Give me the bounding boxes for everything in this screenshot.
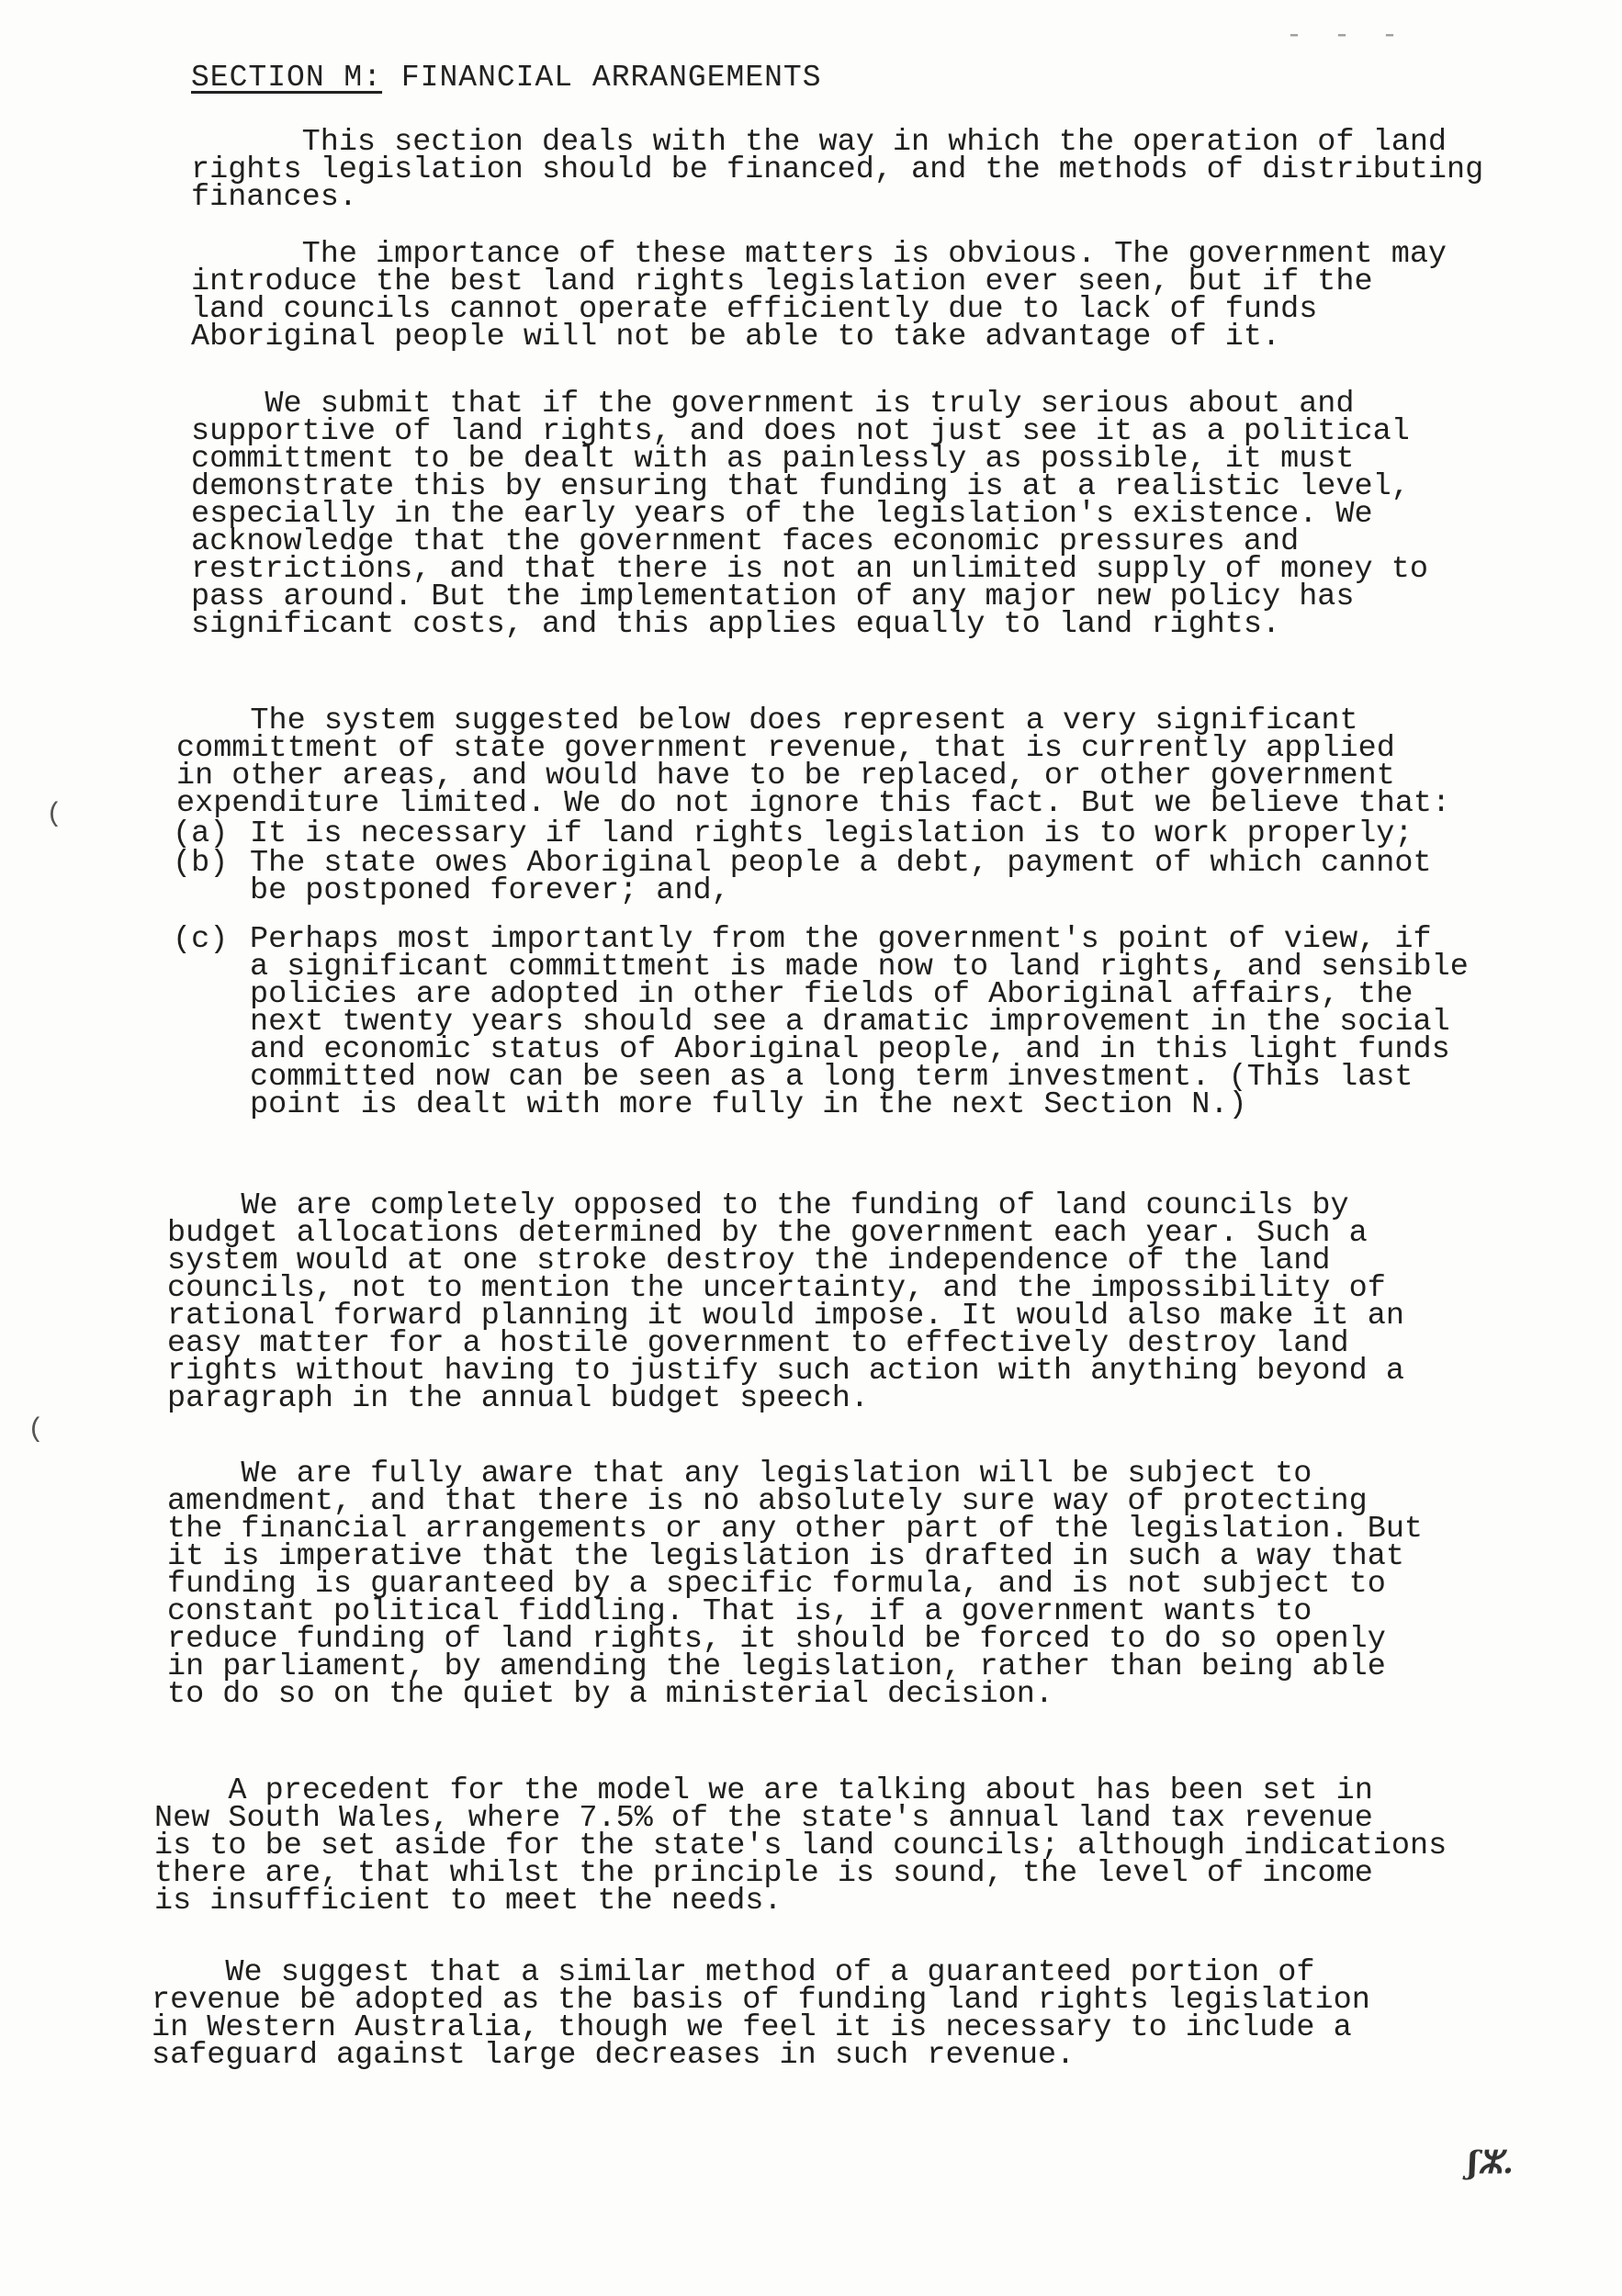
list-marker-b: (b) <box>173 846 229 881</box>
list-item-a: It is necessary if land rights legislation is to work properly; <box>250 816 1414 851</box>
paragraph-opposition: We are completely opposed to the funding of land councils by budget allocations determined by the government each year. Such a system would at one stroke destroy the independence of the land councils, not to mention the uncertainty, and the impossibility of rational forward planning it would impose. It would also make it an easy matter for a hostile government to effectively destroy land rights without having to justify such action with anything beyond a paragraph in the annual budget speech. <box>167 1188 1404 1416</box>
handwritten-initials: ʃⵣ. <box>1468 2144 1514 2181</box>
paragraph-system: The system suggested below does represent a very significant committment of state government revenue, that is currently applied in other areas, and would have to be replaced, or other government expenditure limited. We do not ignore this fact. But we believe that: <box>176 703 1451 821</box>
section-title-text: FINANCIAL ARRANGEMENTS <box>400 61 822 95</box>
paragraph-submission: We submit that if the government is truly serious about and supportive of land rights, and does not just see it as a political committment to be dealt with as painlessly as possible, it must demonstrate this by ensuring that funding is at a realistic level, especially in the early years of the legislation's existence. We acknowledge that the government faces economic pressures and restrictions, and that there is not an unlimited supply of money to pass around. But the implementation of any major new policy has significant costs, and this applies equally to land rights. <box>191 387 1428 642</box>
paragraph-importance: The importance of these matters is obvious. The government may introduce the best land rights legislation ever seen, but if the land councils cannot operate efficiently due to lack of funds Aboriginal people will not be able to take advantage of it. <box>191 237 1447 355</box>
list-marker-a: (a) <box>173 816 229 851</box>
page-corner-mark: - - - <box>1286 20 1406 51</box>
section-code: SECTION M: <box>191 61 383 95</box>
margin-mark-upper: ( <box>46 799 63 830</box>
paragraph-suggestion: We suggest that a similar method of a guaranteed portion of revenue be adopted as the basis of funding land rights legislation in Western Australia, though we feel it is necessary to include a safeguard against large decreases in such revenue. <box>152 1955 1370 2073</box>
list-marker-c: (c) <box>173 922 229 957</box>
list-item-b: The state owes Aboriginal people a debt, payment of which cannot be postponed forever; and, <box>250 846 1432 908</box>
paragraph-precedent: A precedent for the model we are talking about has been set in New South Wales, where 7.5% of the state's annual land tax revenue is to be set aside for the state's land councils; although indications there are, that whilst the principle is sound, the level of income is insufficient to meet the needs. <box>154 1773 1447 1919</box>
paragraph-intro: This section deals with the way in which the operation of land rights legislation should be financed, and the methods of distributing finances. <box>191 125 1484 215</box>
margin-mark-lower: ( <box>28 1414 45 1446</box>
paragraph-amendment: We are fully aware that any legislation will be subject to amendment, and that there is no absolutely sure way of protecting the financial arrangements or any other part of the legislation. But it is imperative that the legislation is drafted in such a way that funding is guaranteed by a specific formula, and is not subject to constant political fiddling. That is, if a government wants to reduce funding of land rights, it should be forced to do so openly in parliament, by amending the legislation, rather than being able to do so on the quiet by a ministerial decision. <box>167 1457 1424 1712</box>
list-item-c: Perhaps most importantly from the government's point of view, if a significant committment is made now to land rights, and sensible policies are adopted in other fields of Aboriginal affairs, the next twenty years should see a dramatic improvement in the social and economic status of Aboriginal people, and in this light funds committed now can be seen as a long term investment. (This last point is dealt with more fully in the next Section N.) <box>250 922 1469 1122</box>
section-heading <box>191 61 822 95</box>
